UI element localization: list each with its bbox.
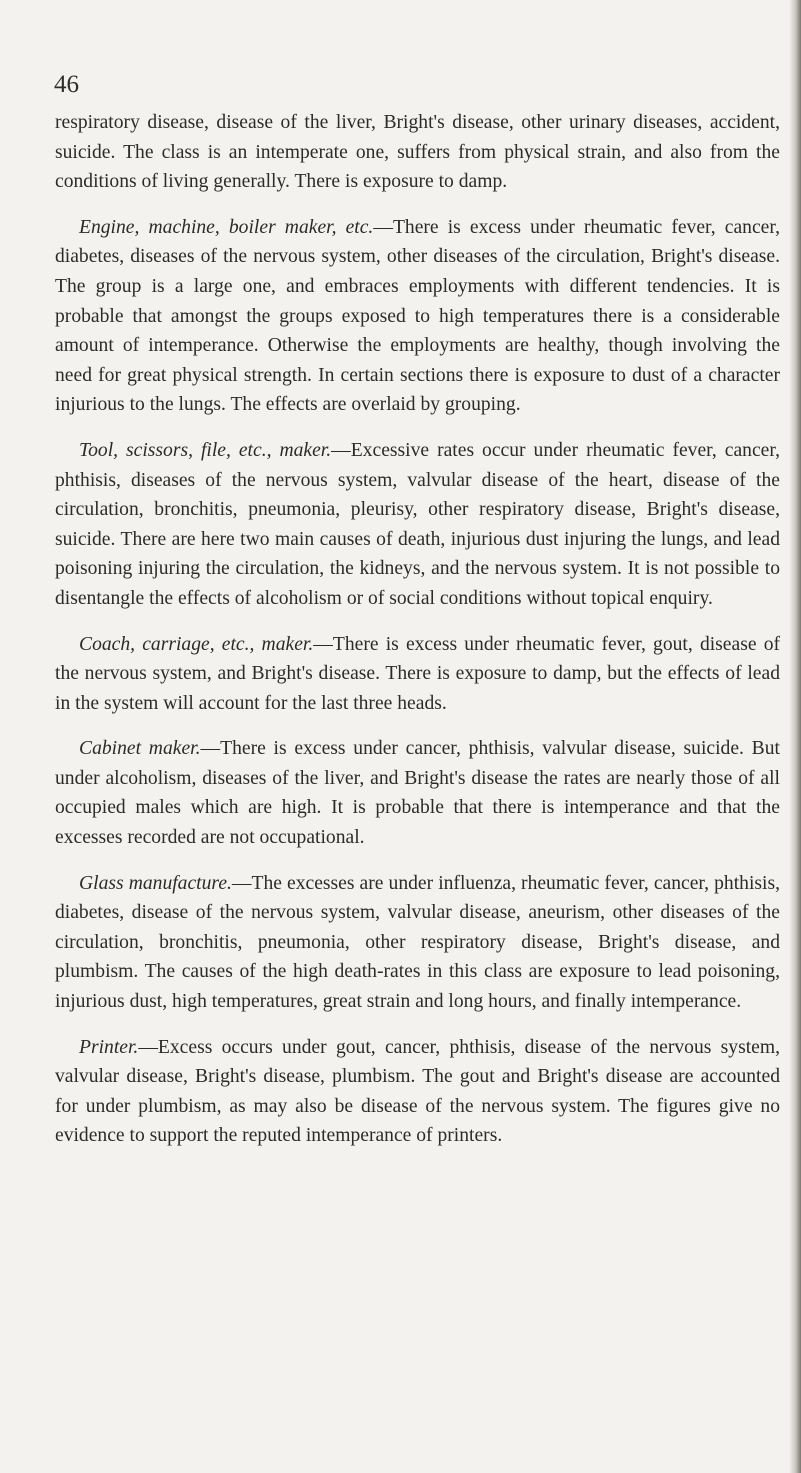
paragraph-printer (55, 1033, 780, 1151)
page-edge-shadow (789, 0, 801, 1473)
paragraph-heading: Engine, machine, boiler maker, etc. (79, 216, 374, 238)
paragraph-engine-machine-boiler-maker (55, 213, 780, 420)
paragraph-text: —There is excess under rheumatic fever, cancer, diabetes, diseases of the nervous system, other diseases of the circulation, Bright's disease. The group is a large one, and embraces employments with different tendencies. It is probable that amongst the groups exposed to high temperatures there is a considerable amount of intemperance. Otherwise the employments are healthy, though involving the need for great physical strength. In certain sections there is exposure to dust of a character injurious to the lungs. The effects are overlaid by grouping. (55, 216, 780, 416)
paragraph-cabinet-maker (55, 734, 780, 852)
paragraph-text: —The excesses are under influenza, rheumatic fever, cancer, phthisis, diabetes, disease of the nervous system, valvular disease, aneurism, other diseases of the circulation, bronchitis, pneumonia, other respiratory disease, Bright's disease, and plumbism. The causes of the high death-rates in this class are exposure to lead poisoning, injurious dust, high temperatures, great strain and long hours, and finally intemperance. (55, 872, 780, 1013)
paragraph-text: —There is excess under cancer, phthisis, valvular disease, suicide. But under alcoholism, diseases of the liver, and Bright's disease the rates are nearly those of all occupied males which are high. It is probable that there is intemperance and that the excesses recorded are not occupational. (55, 738, 780, 849)
paragraph-glass-manufacture (55, 869, 780, 1017)
paragraph-heading: Coach, carriage, etc., maker. (79, 633, 314, 655)
paragraph-tool-scissors-file-maker (55, 436, 780, 614)
paragraph-text: —There is excess under rheumatic fever, gout, disease of the nervous system, and Bright's disease. There is exposure to damp, but the effects of lead in the system will account for the last three heads. (55, 633, 781, 714)
paragraph-text: —Excess occurs under gout, cancer, phthisis, disease of the nervous system, valvular disease, Bright's disease, plumbism. The gout and Bright's disease are accounted for under plumbism, as may also be disease of the nervous system. The figures give no evidence to support the reputed intemperance of printers. (55, 1036, 780, 1147)
paragraph-text: —Excessive rates occur under rheumatic fever, cancer, phthisis, diseases of the nervous system, valvular disease of the heart, disease of the circulation, bronchitis, pneumonia, pleurisy, other respiratory disease, Bright's disease, suicide. There are here two main causes of death, injurious dust injuring the lungs, and lead poisoning injuring the circulation, the kidneys, and the nervous system. It is not possible to disentangle the effects of alcoholism or of social conditions without topical enquiry. (55, 439, 781, 609)
paragraph-coach-carriage-maker (55, 630, 780, 719)
paragraph-heading: Glass manufacture. (79, 872, 232, 894)
paragraph-continuation (55, 108, 780, 197)
body-text (55, 108, 780, 1167)
paragraph-heading: Printer. (79, 1036, 139, 1058)
page-number: 46 (54, 71, 79, 98)
paragraph-heading: Cabinet maker. (79, 738, 201, 760)
paragraph-text: respiratory disease, disease of the liver, Bright's disease, other urinary diseases, accident, suicide. The class is an intemperate one, suffers from physical strain, and also from the conditions of living generally. There is exposure to damp. (55, 112, 780, 193)
paragraph-heading: Tool, scissors, file, etc., maker. (79, 439, 332, 461)
